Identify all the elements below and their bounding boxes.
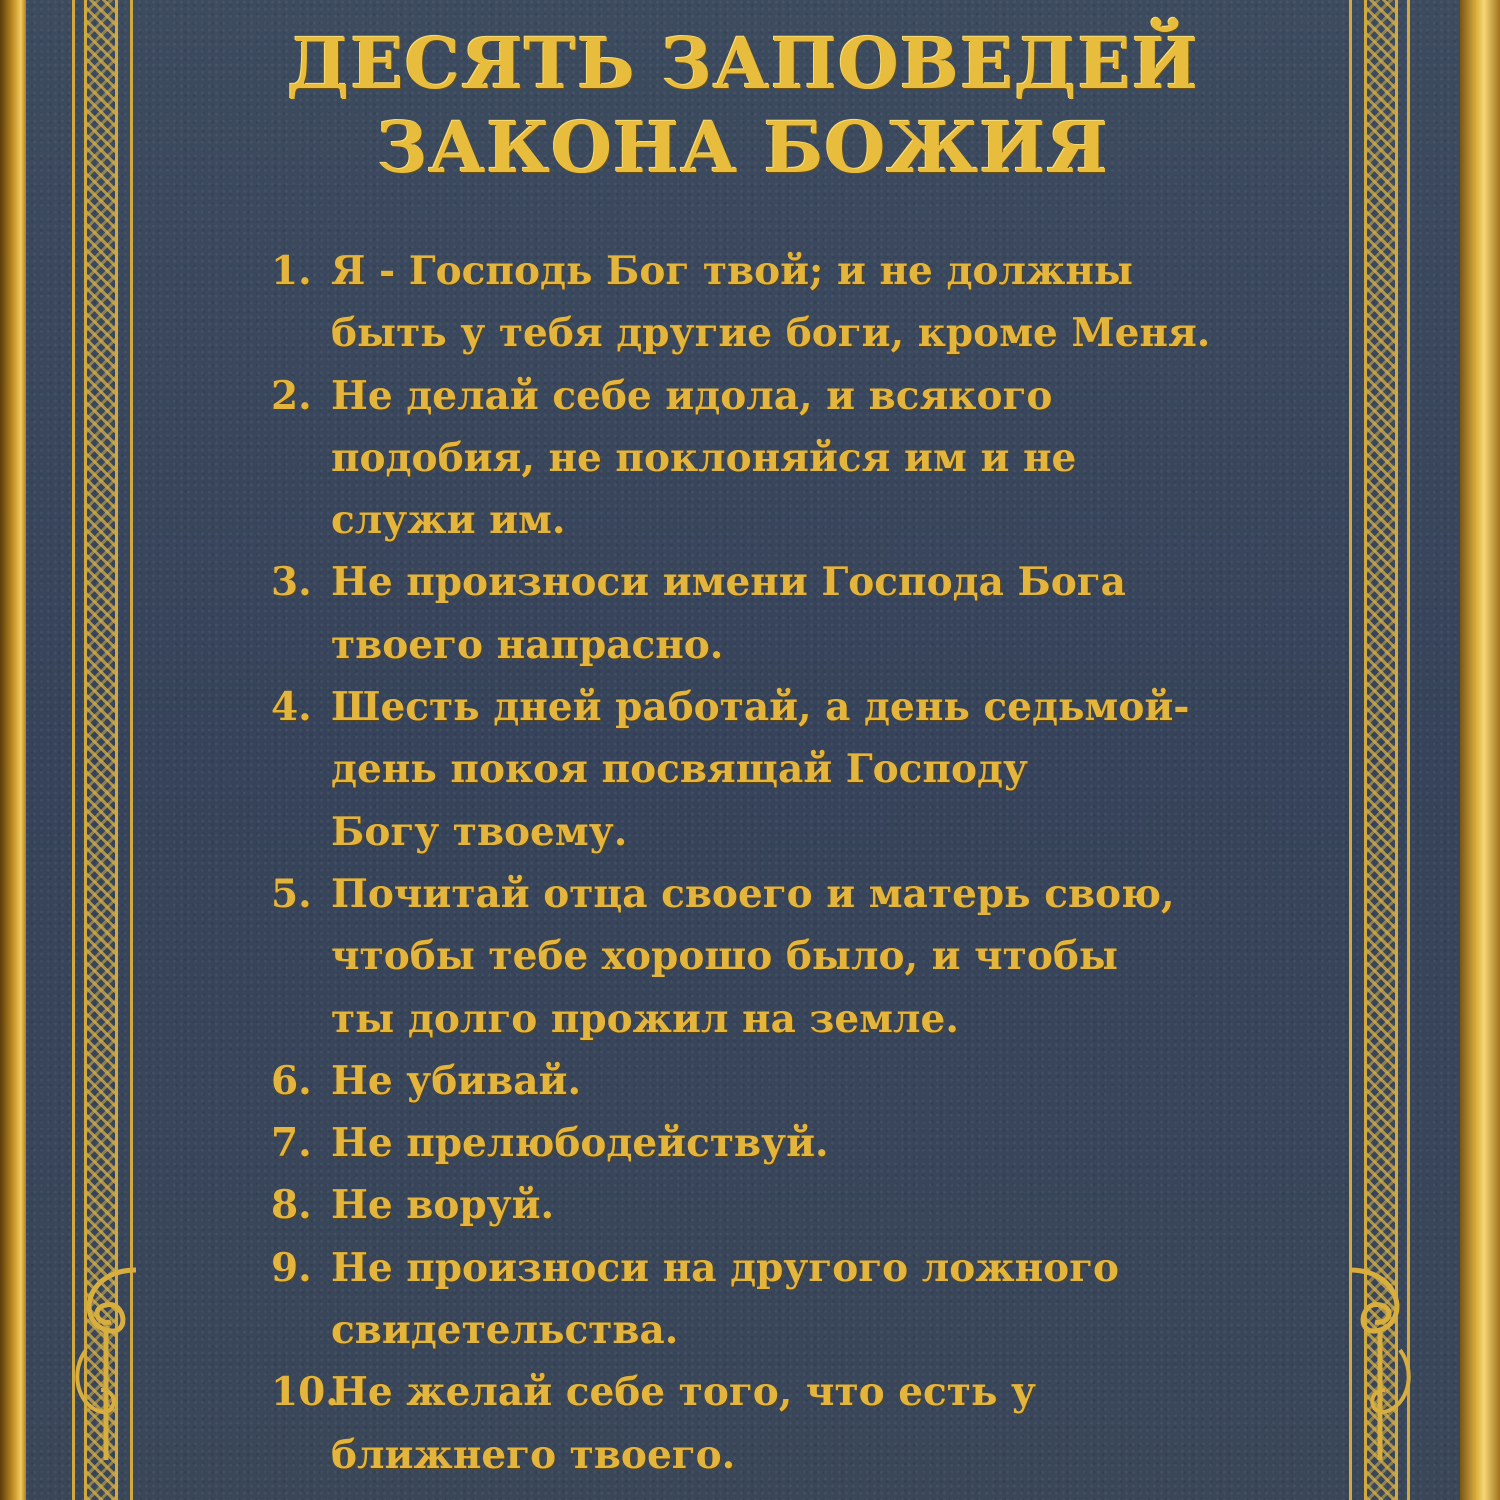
- commandment-text: [331, 551, 1371, 676]
- commandment-text: [331, 240, 1371, 365]
- commandment-item: [271, 1050, 1371, 1112]
- frame-left-edge: [0, 0, 26, 1500]
- commandment-item: [271, 676, 1371, 863]
- commandment-line: служи им.: [331, 497, 566, 544]
- commandment-line: подобия, не поклоняйся им и не: [331, 434, 1077, 481]
- commandment-line: Почитай отца своего и матерь свою,: [331, 870, 1175, 917]
- scroll-ornament-left: [66, 1260, 146, 1460]
- commandment-item: [271, 1112, 1371, 1174]
- commandment-text: [331, 1174, 1371, 1236]
- commandment-line: Шесть дней работай, а день седьмой-: [331, 684, 1190, 731]
- commandment-item: [271, 863, 1371, 1050]
- commandment-line: ты долго прожил на земле.: [331, 995, 959, 1042]
- commandment-line: Не делай себе идола, и всякого: [331, 372, 1053, 419]
- commandment-number: 3.: [271, 559, 312, 606]
- commandment-text: [331, 1112, 1371, 1174]
- commandment-line: ближнего твоего.: [331, 1431, 736, 1478]
- commandment-line: Не произноси имени Господа Бога: [331, 559, 1126, 606]
- commandment-number: 1.: [271, 248, 312, 294]
- commandment-line: Богу твоему.: [331, 808, 628, 855]
- commandment-number: 9.: [271, 1244, 312, 1291]
- commandment-text: [331, 1361, 1371, 1486]
- commandment-number: 4.: [271, 684, 312, 731]
- commandment-line: Не убивай.: [331, 1057, 582, 1104]
- commandment-line: быть у тебя другие боги, кроме Меня.: [331, 310, 1211, 357]
- commandment-line: Не прелюбодействуй.: [331, 1120, 829, 1167]
- commandment-text: [331, 863, 1371, 1050]
- commandment-item: [271, 240, 1371, 365]
- title-line-1: ДЕСЯТЬ ЗАПОВЕДЕЙ: [286, 22, 1200, 105]
- commandment-item: [271, 1237, 1371, 1362]
- plaque-title: [26, 22, 1460, 190]
- commandment-line: день покоя посвящай Господу: [331, 746, 1028, 793]
- plaque: [26, 0, 1460, 1500]
- title-line-2: ЗАКОНА БОЖИЯ: [376, 106, 1110, 189]
- commandment-line: Не произноси на другого ложного: [331, 1244, 1120, 1291]
- commandment-line: твоего напрасно.: [331, 621, 724, 668]
- commandment-item: [271, 551, 1371, 676]
- commandment-line: Я - Господь Бог твой; и не должны: [331, 248, 1133, 294]
- commandment-line: чтобы тебе хорошо было, и чтобы: [331, 933, 1118, 980]
- commandment-text: [331, 1050, 1371, 1112]
- commandment-text: [331, 1237, 1371, 1362]
- commandment-text: [331, 365, 1371, 552]
- commandment-number: 10.: [271, 1369, 339, 1416]
- commandment-number: 5.: [271, 870, 312, 917]
- commandment-item: [271, 1361, 1371, 1486]
- commandment-line: свидетельства.: [331, 1307, 679, 1354]
- commandment-number: 7.: [271, 1120, 312, 1167]
- commandment-number: 2.: [271, 372, 312, 419]
- commandment-item: [271, 1174, 1371, 1236]
- frame-right-edge: [1460, 0, 1500, 1500]
- commandment-line: Не желай себе того, что есть у: [331, 1369, 1036, 1416]
- commandment-number: 8.: [271, 1182, 312, 1229]
- commandment-item: [271, 365, 1371, 552]
- commandment-number: 6.: [271, 1057, 312, 1104]
- commandments-list: [271, 240, 1371, 1486]
- commandment-line: Не воруй.: [331, 1182, 555, 1229]
- commandment-text: [331, 676, 1371, 863]
